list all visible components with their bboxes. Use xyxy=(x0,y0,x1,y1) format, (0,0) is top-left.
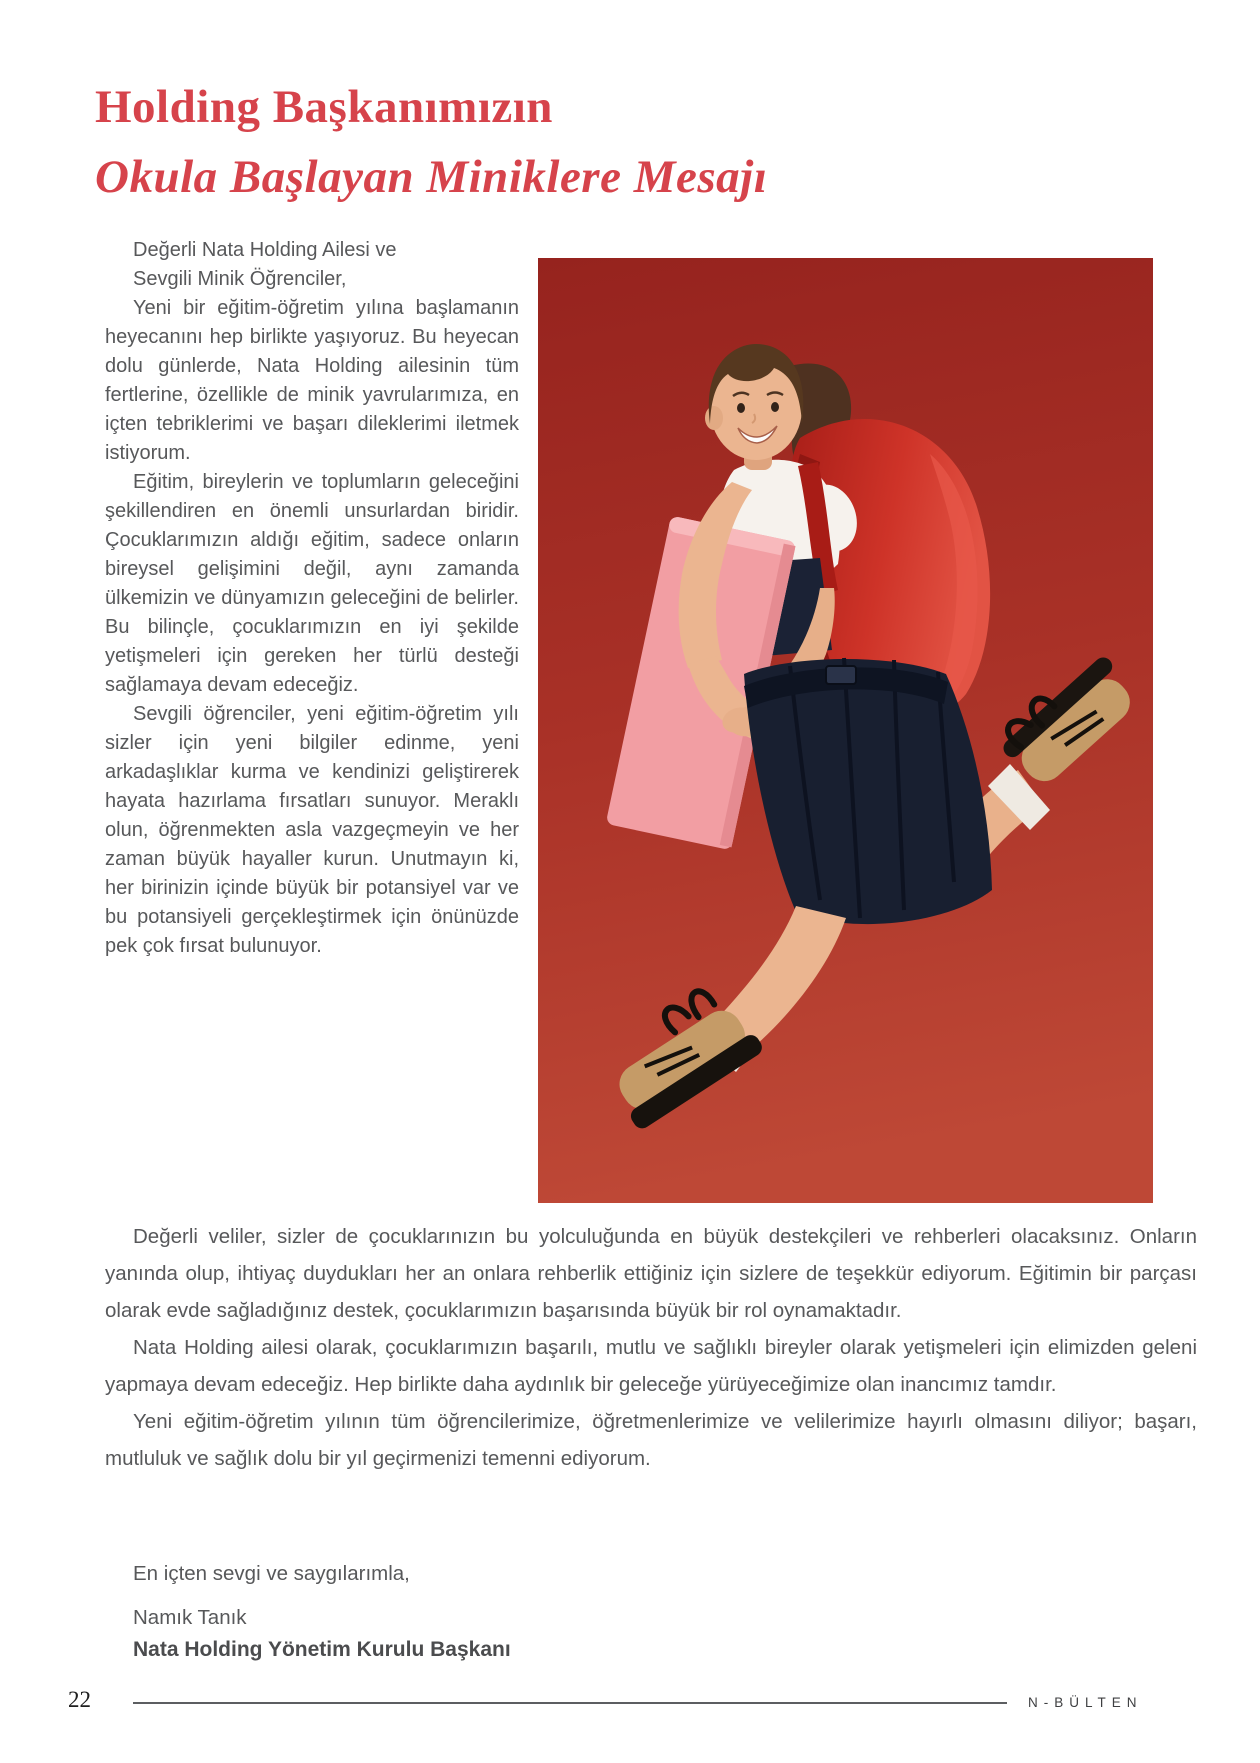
signature-role: Nata Holding Yönetim Kurulu Başkanı xyxy=(133,1638,511,1661)
article-left-column xyxy=(105,236,519,961)
closing-line: En içten sevgi ve saygılarımla, xyxy=(133,1562,410,1585)
page-title-line2: Okula Başlayan Miniklere Mesajı xyxy=(95,151,768,203)
footer-divider xyxy=(133,1702,1007,1704)
paragraph: Sevgili öğrenciler, yeni eğitim-öğretim yılı sizler için yeni bilgiler edinme, yeni arkadaşlıklar kurma ve kendinizi geliştirerek hayata hazırlama fırsatları sunuyor. Meraklı olun, öğrenmekten asla vazgeçmeyin ve her zaman büyük hayaller kurun. Unutmayın ki, her birinizin içinde büyük bir potansiyel var ve bu potansiyeli gerçekleştirmek için önünüzde pek çok fırsat bulunuyor. xyxy=(105,703,519,957)
paragraph: Nata Holding ailesi olarak, çocuklarımızın başarılı, mutlu ve sağlıklı bireyler olarak yetişmeleri için elimizden geleni yapmaya devam edeceğiz. Hep birlikte daha aydınlık bir geleceğe yürüyeceğimize olan inancımız tamdır. xyxy=(105,1336,1197,1396)
signature-name: Namık Tanık xyxy=(133,1606,247,1629)
page-title-line1: Holding Başkanımızın xyxy=(95,81,553,133)
paragraph: Yeni eğitim-öğretim yılının tüm öğrencilerimize, öğretmenlerimize ve velilerimize hayırlı olmasını diliyor; başarı, mutluluk ve sağlık dolu bir yıl geçirmenizi temenni ediyorum. xyxy=(105,1410,1197,1470)
article-bottom-block xyxy=(105,1218,1197,1477)
paragraph: Yeni bir eğitim-öğretim yılına başlamanın heyecanını hep birlikte yaşıyoruz. Bu heyecan dolu günlerde, Nata Holding ailesinin tüm fertlerine, özellikle de minik yavrularımıza, en içten tebriklerimi ve başarı dileklerimi iletmek istiyorum. xyxy=(105,297,519,464)
salutation-line: Sevgili Minik Öğrenciler, xyxy=(133,268,347,290)
paragraph: Eğitim, bireylerin ve toplumların geleceğini şekillendiren en önemli unsurlardan biridir. Çocuklarımızın aldığı eğitim, sadece onların bireysel gelişimini değil, aynı zamanda ülkemizin ve dünyamızın geleceğini de belirler. Bu bilinçle, çocuklarımızın en iyi şekilde yetişmeleri için gereken her türlü desteği sağlamaya devam edeceğiz. xyxy=(105,471,519,696)
salutation-line: Değerli Nata Holding Ailesi ve xyxy=(133,239,397,261)
photo-girl-jumping xyxy=(538,258,1153,1203)
newsletter-brand: N-BÜLTEN xyxy=(1028,1695,1143,1710)
page-number: 22 xyxy=(68,1687,91,1712)
paragraph: Değerli veliler, sizler de çocuklarınızın bu yolculuğunda en büyük destekçileri ve rehberleri olacaksınız. Onların yanında olup, ihtiyaç duydukları her an onlara rehberlik ettiğiniz için sizlere de teşekkür ediyorum. Eğitimin bir parçası olarak evde sağladığınız destek, çocuklarımızın başarısında büyük bir rol oynamaktadır. xyxy=(105,1225,1197,1322)
salutation xyxy=(105,236,519,294)
